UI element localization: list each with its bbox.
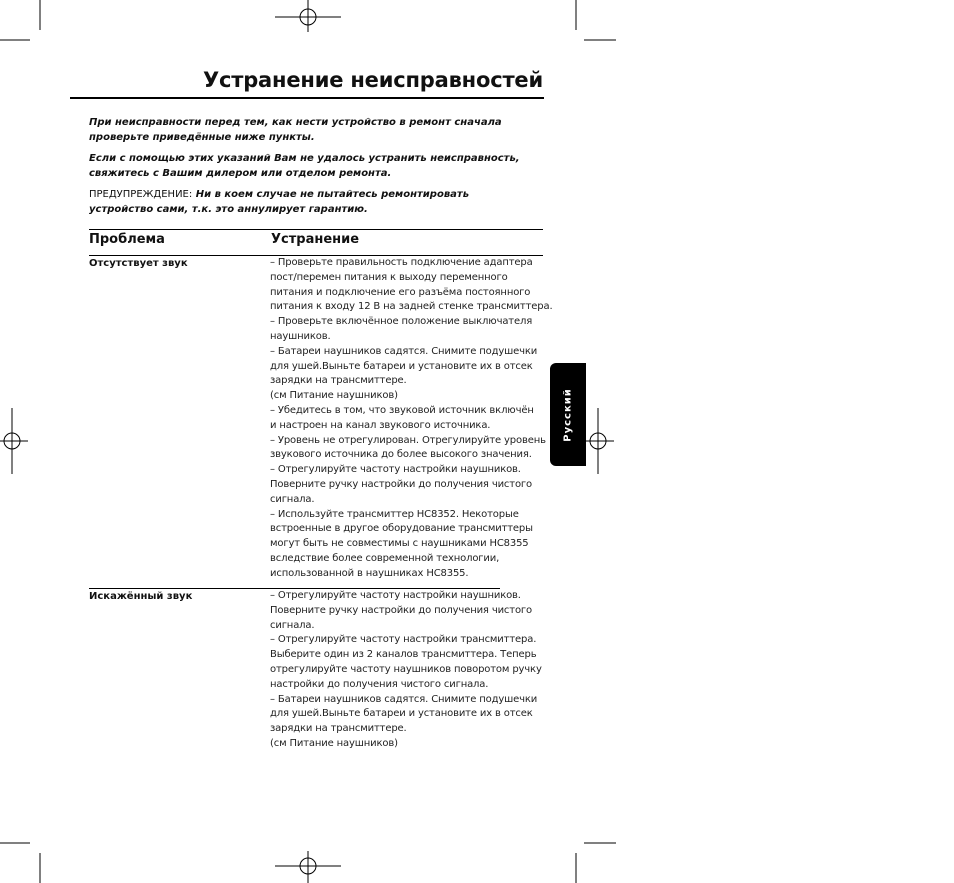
remedy-line: – Убедитесь в том, что звуковой источник включён: [270, 404, 534, 416]
remedy-line: и настроен на канал звукового источника.: [270, 419, 491, 431]
problem-label-no-sound: Отсутствует звук: [89, 258, 188, 269]
registration-mark-bottom: [275, 851, 341, 883]
registration-mark-right: [582, 408, 614, 474]
remedy-line: зарядки на трансмиттере.: [270, 723, 407, 735]
remedy-text-distorted-sound: [270, 589, 542, 752]
warning-line: Ни в коем случае не пытайтесь ремонтировать: [195, 189, 470, 200]
remedy-line: Поверните ручку настройки до получения чистого: [270, 478, 532, 490]
intro-line: Если с помощью этих указаний Вам не удалось устранить неисправность,: [89, 153, 520, 164]
remedy-line: для ушей.Выньте батареи и установите их в отсек: [270, 360, 533, 372]
remedy-line: сигнала.: [270, 619, 315, 631]
remedy-line: – Батареи наушников садятся. Снимите подушечки: [270, 693, 538, 705]
remedy-line: для ушей.Выньте батареи и установите их в отсек: [270, 708, 533, 720]
intro-line: При неисправности перед тем, как нести устройство в ремонт сначала: [89, 117, 502, 128]
intro-line: свяжитесь с Вашим дилером или отделом ремонта.: [89, 168, 392, 179]
table-top-rule: [89, 229, 543, 230]
title-rule: [70, 97, 544, 99]
remedy-line: пост/перемен питания к выходу переменного: [270, 271, 508, 283]
remedy-line: – Отрегулируйте частоту настройки наушников.: [270, 590, 521, 601]
page-title: Устранение неисправностей: [203, 68, 543, 92]
remedy-line: питания к входу 12 В на задней стенке трансмиттера.: [270, 301, 553, 313]
language-tab-label: Русский: [562, 387, 574, 442]
intro-block: [89, 115, 529, 223]
remedy-line: могут быть не совместимы с наушниками HC8355: [270, 538, 529, 550]
remedy-line: отрегулируйте частоту наушников поворотом ручку: [270, 663, 542, 675]
remedy-line: – Используйте трансмиттер HC8352. Некоторые: [270, 508, 519, 520]
remedy-line: сигнала.: [270, 493, 315, 505]
remedy-line: питания и подключение его разъёма постоянного: [270, 286, 531, 298]
remedy-line: использованной в наушниках HC8355.: [270, 567, 469, 579]
intro-paragraph-2: [89, 151, 529, 181]
remedy-line: наушников.: [270, 330, 331, 342]
registration-mark-left: [0, 408, 28, 474]
remedy-line: встроенные в другое оборудование трансмиттеры: [270, 523, 533, 535]
remedy-line: – Проверьте включённое положение выключателя: [270, 316, 533, 328]
remedy-line: зарядки на трансмиттере.: [270, 375, 407, 387]
remedy-column-header: Устранение: [271, 232, 360, 247]
registration-mark-top: [275, 0, 341, 32]
remedy-line: Выберите один из 2 каналов трансмиттера. Теперь: [270, 649, 537, 661]
remedy-line: (см Питание наушников): [270, 390, 398, 402]
remedy-line: настройки до получения чистого сигнала.: [270, 678, 489, 690]
remedy-line: – Уровень не отрегулирован. Отрегулируйте уровень: [270, 434, 546, 446]
remedy-line: – Отрегулируйте частоту настройки наушников.: [270, 464, 521, 476]
warning-paragraph: [89, 187, 529, 217]
remedy-text-no-sound: [270, 256, 553, 582]
remedy-line: – Отрегулируйте частоту настройки трансмиттера.: [270, 634, 537, 646]
remedy-line: (см Питание наушников): [270, 737, 398, 749]
warning-label: ПРЕДУПРЕЖДЕНИЕ:: [89, 189, 193, 200]
problem-column-header: Проблема: [89, 232, 165, 247]
remedy-line: – Проверьте правильность подключение адаптера: [270, 257, 533, 268]
intro-paragraph-1: [89, 115, 529, 145]
language-tab: [550, 363, 586, 466]
remedy-line: звукового источника до более высокого значения.: [270, 449, 532, 461]
row-rule-problem: [89, 588, 271, 589]
problem-label-distorted-sound: Искажённый звук: [89, 591, 193, 602]
remedy-line: вследствие более современной технологии,: [270, 552, 500, 564]
warning-line: устройство сами, т.к. это аннулирует гарантию.: [89, 204, 368, 215]
intro-line: проверьте приведённые ниже пункты.: [89, 132, 315, 143]
remedy-line: – Батареи наушников садятся. Снимите подушечки: [270, 345, 538, 357]
remedy-line: Поверните ручку настройки до получения чистого: [270, 604, 532, 616]
